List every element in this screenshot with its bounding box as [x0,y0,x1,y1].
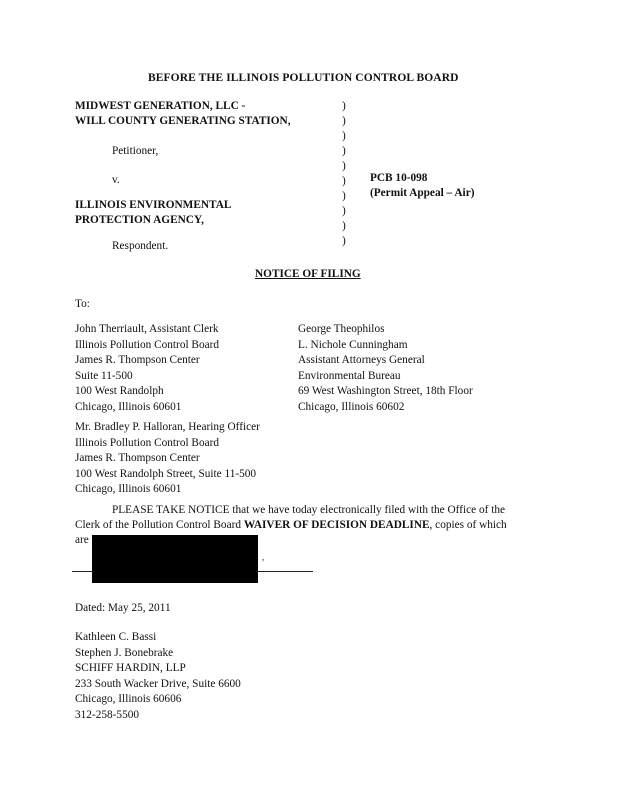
case-number: PCB 10-098 [370,172,428,184]
signature-block [75,630,241,723]
notice-body-line3: are [75,534,89,546]
recipient-line: Assistant Attorneys General [298,354,425,366]
signature-line-text: 233 South Wacker Drive, Suite 6600 [75,677,241,690]
notice-body-line2-pre: Clerk of the Pollution Control Board [75,519,244,531]
document-title: WAIVER OF DECISION DEADLINE [243,519,430,531]
notice-body-line1: PLEASE TAKE NOTICE that we have today electronically filed with the Office of the [112,504,506,516]
petitioner-name-line1: MIDWEST GENERATION, LLC - [75,100,246,112]
recipient-line: James R. Thompson Center [75,452,200,464]
caption-paren: ) [342,115,346,127]
signature-line [72,571,92,572]
recipient-line: 100 West Randolph Street, Suite 11-500 [75,467,257,480]
recipient-line: 69 West Washington Street, 18th Floor [298,385,473,397]
caption-paren: ) [342,220,346,232]
recipient-line: John Therriault, Assistant Clerk [75,323,219,335]
dated-line: Dated: May 25, 2011 [75,602,171,614]
notice-body-line2 [75,517,507,533]
caption-paren: ) [342,175,346,187]
recipient-block-right [298,322,473,415]
recipient-line: Environmental Bureau [298,369,401,382]
recipient-line: Illinois Pollution Control Board [75,436,220,449]
recipient-line: Illinois Pollution Control Board [75,338,220,351]
recipient-line: James R. Thompson Center [75,354,200,366]
caption-paren: ) [342,130,346,142]
recipient-block-left [75,322,219,415]
respondent-name-line1: ILLINOIS ENVIRONMENTAL [75,199,232,211]
board-heading: BEFORE THE ILLINOIS POLLUTION CONTROL BOARD [148,72,459,84]
caption-paren: ) [342,205,346,217]
respondent-name-line2: PROTECTION AGENCY, [75,214,204,226]
signature-line-text: SCHIFF HARDIN, LLP [75,662,186,674]
recipient-line: L. Nichole Cunningham [298,338,408,351]
recipient-line: Chicago, Illinois 60602 [298,400,405,413]
caption-paren: ) [342,235,346,247]
caption-paren: ) [342,145,346,157]
recipient-line: Suite 11-500 [75,369,133,382]
notice-body-line2-post: , copies of which [429,519,507,531]
recipient-line: Chicago, Illinois 60601 [75,400,182,413]
caption-paren: ) [342,100,346,112]
petitioner-role: Petitioner, [112,145,159,157]
caption-paren: ) [342,160,346,172]
caption-paren: ) [342,190,346,202]
signature-line-text: Chicago, Illinois 60606 [75,693,182,705]
petitioner-name-line2: WILL COUNTY GENERATING STATION, [75,115,291,127]
signature-line-text: Kathleen C. Bassi [75,631,157,643]
signature-line-text: Stephen J. Bonebrake [75,646,174,659]
signature-line [258,571,313,572]
notice-title: NOTICE OF FILING [255,268,361,280]
respondent-role: Respondent. [112,240,169,252]
case-type: (Permit Appeal – Air) [370,187,475,199]
redaction-box [92,535,258,583]
to-label: To: [75,298,90,310]
recipient-block-hearing-officer [75,420,260,498]
signature-line-text: 312-258-5500 [75,708,140,721]
signature-tick: , [262,552,265,562]
recipient-line: Chicago, Illinois 60601 [75,483,182,495]
versus-label: v. [112,174,120,186]
recipient-line: Mr. Bradley P. Halloran, Hearing Officer [75,421,260,433]
recipient-line: 100 West Randolph [75,385,164,397]
recipient-line: George Theophilos [298,323,385,335]
